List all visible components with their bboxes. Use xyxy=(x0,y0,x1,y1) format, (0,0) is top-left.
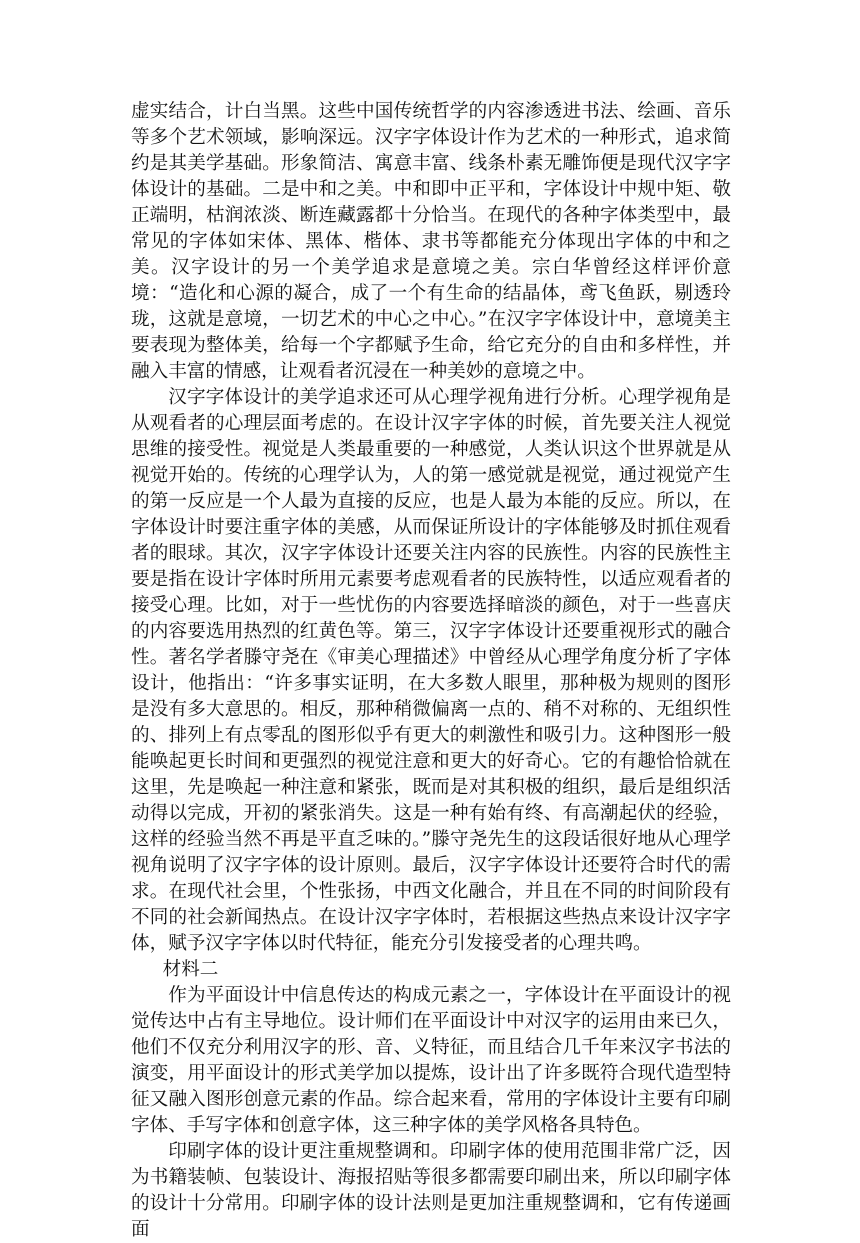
paragraph-1: 虚实结合，计白当黑。这些中国传统哲学的内容渗透进书法、绘画、音乐等多个艺术领域，影响深远。汉字字体设计作为艺术的一种形式，追求简约是其美学基础。形象简洁、寓意丰富、线条朴素无雕饰便是现代汉字字体设计的基础。二是中和之美。中和即中正平和，字体设计中规中矩、敬正端明，枯润浓淡、断连藏露都十分恰当。在现代的各种字体类型中，最常见的字体如宋体、黑体、楷体、隶书等都能充分体现出字体的中和之美。汉字设计的另一个美学追求是意境之美。宗白华曾经这样评价意境：“造化和心源的凝合，成了一个有生命的结晶体，鸢飞鱼跃，剔透玲珑，这就是意境，一切艺术的中心之中心。”在汉字字体设计中，意境美主要表现为整体美，给每一个字都赋予生命，给它充分的自由和多样性，并融入丰富的情感，让观看者沉浸在一种美妙的意境之中。 xyxy=(131,101,731,382)
paragraph-3: 作为平面设计中信息传达的构成元素之一，字体设计在平面设计的视觉传达中占有主导地位。设计师们在平面设计中对汉字的运用由来已久，他们不仅充分利用汉字的形、音、义特征，而且结合几千年来汉字书法的演变，用平面设计的形式美学加以提炼，设计出了许多既符合现代造型特征又融入图形创意元素的作品。综合起来看，常用的字体设计主要有印刷字体、手写字体和创意字体，这三种字体的美学风格各具特色。 xyxy=(131,985,731,1136)
paragraph-4: 印刷字体的设计更注重规整调和。印刷字体的使用范围非常广泛，因为书籍装帧、包装设计、海报招贴等很多都需要印刷出来，所以印刷字体的设计十分常用。印刷字体的设计法则是更加注重规整调和，它有传递画面 xyxy=(131,1141,731,1240)
section-heading: 材料二 xyxy=(162,959,219,980)
paragraph-2: 汉字字体设计的美学追求还可从心理学视角进行分析。心理学视角是从观看者的心理层面考虑的。在设计汉字字体的时候，首先要关注人视觉思维的接受性。视觉是人类最重要的一种感觉，人类认识这个世界就是从视觉开始的。传统的心理学认为，人的第一感觉就是视觉，通过视觉产生的第一反应是一个人最为直接的反应，也是人最为本能的反应。所以，在字体设计时要注重字体的美感，从而保证所设计的字体能够及时抓住观看者的眼球。其次，汉字字体设计还要关注内容的民族性。内容的民族性主要是指在设计字体时所用元素要考虑观看者的民族特性，以适应观看者的接受心理。比如，对于一些忧伤的内容要选择暗淡的颜色，对于一些喜庆的内容要选用热烈的红黄色等。第三，汉字字体设计还要重视形式的融合性。著名学者滕守尧在《审美心理描述》中曾经从心理学角度分析了字体设计，他指出：“许多事实证明，在大多数人眼里，那种极为规则的图形是没有多大意思的。相反，那种稍微偏离一点的、稍不对称的、无组织性的、排列上有点零乱的图形似乎有更大的刺激性和吸引力。这种图形一般能唤起更长时间和更强烈的视觉注意和更大的好奇心。它的有趣恰恰就在这里，先是唤起一种注意和紧张，既而是对其积极的组织，最后是组织活动得以完成，开初的紧张消失。这是一种有始有终、有高潮起伏的经验，这样的经验当然不再是平直乏味的。”滕守尧先生的这段话很好地从心理学视角说明了汉字字体的设计原则。最后，汉字字体设计还要符合时代的需求。在现代社会里，个性张扬，中西文化融合，并且在不同的时间阶段有不同的社会新闻热点。在设计汉字字体时，若根据这些热点来设计汉字字体，赋予汉字字体以时代特征，能充分引发接受者的心理共鸣。 xyxy=(131,387,731,954)
document-body xyxy=(131,99,731,1243)
